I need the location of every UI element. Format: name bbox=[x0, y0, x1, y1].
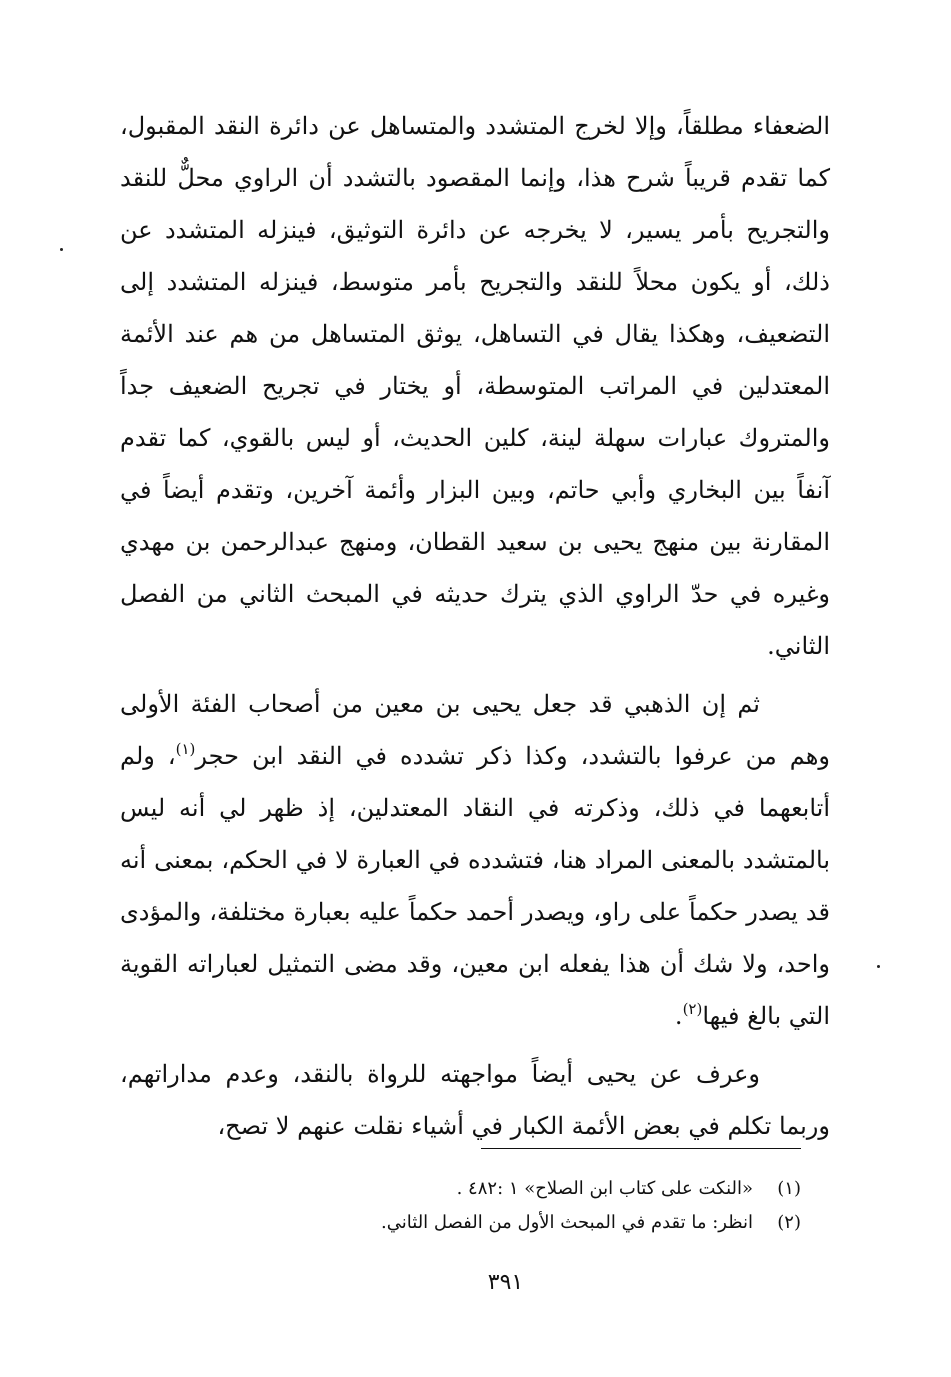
paragraph-2-text-a: ثم إن الذهبي قد جعل يحيى بن معين من أصحاب الفئة الأولى وهم من عرفوا بالتشدد، وكذا ذكر تشدده في النقد ابن حجر bbox=[120, 690, 831, 770]
paragraph-1-text: الضعفاء مطلقاً، وإلا لخرج المتشدد والمتساهل عن دائرة النقد المقبول، كما تقدم قريباً شرح هذا، وإنما المقصود بالتشدد أن الراوي محلٌّ للنقد والتجريح بأمر يسير، لا يخرجه عن دائرة التوثيق، فينزله المتشدد عن ذلك، أو يكون محلاً للنقد والتجريح بأمر متوسط، فينزله المتشدد إلى التضعيف، وهكذا يقال في التساهل، يوثق المتساهل من هم عند الأئمة المعتدلين في المراتب المتوسطة، أو يختار في تجريح الضعيف جداً والمتروك عبارات سهلة لينة، كلين الحديث، أو ليس بالقوي، كما تقدم آنفاً بين البخاري وأبي حاتم، وبين البزار وأئمة آخرين، وتقدم أيضاً في المقارنة بين منهج يحيى بن سعيد القطان، ومنهج عبدالرحمن بن مهدي وغيره في حدّ الراوي الذي يترك حديثه في المبحث الثاني من الفصل الثاني. bbox=[120, 112, 830, 660]
main-text bbox=[120, 100, 830, 1152]
scan-speck-2 bbox=[877, 965, 880, 968]
footnote-2-number: (٢) bbox=[777, 1212, 801, 1233]
paragraph-1 bbox=[120, 100, 830, 672]
footnote-ref-2[interactable]: (٢) bbox=[682, 1000, 703, 1018]
footnote-ref-1[interactable]: (١) bbox=[175, 740, 196, 758]
paragraph-2 bbox=[120, 678, 830, 1042]
footnotes bbox=[150, 1172, 801, 1240]
paragraph-2-text-b: ، ولم أتابعهما في ذلك، وذكرته في النقاد المعتدلين، إذ ظهر لي أنه ليس بالمتشدد بالمعنى المراد هنا، فتشدده في العبارة لا في الحكم، بمعنى أنه قد يصدر حكماً على راو، ويصدر أحمد حكماً عليه بعبارة مختلفة، والمؤدى واحد، ولا شك أن هذا يفعله ابن معين، وقد مضى التمثيل لعباراته القوية التي بالغ فيها bbox=[120, 742, 831, 1030]
footnote-2-text: انظر: ما تقدم في المبحث الأول من الفصل الثاني. bbox=[381, 1212, 753, 1233]
footnote-1 bbox=[150, 1172, 801, 1206]
page-number: ٣٩١ bbox=[487, 1270, 524, 1295]
paragraph-2-text-c: . bbox=[674, 1002, 683, 1030]
footnote-divider bbox=[481, 1148, 801, 1149]
scan-speck-1 bbox=[60, 248, 63, 251]
paragraph-3 bbox=[120, 1048, 830, 1152]
footnote-1-number: (١) bbox=[777, 1178, 801, 1199]
paragraph-3-text: وعرف عن يحيى أيضاً مواجهته للرواة بالنقد، وعدم مداراتهم، وربما تكلم في بعض الأئمة الكبار في أشياء نقلت عنهم لا تصح، bbox=[120, 1060, 830, 1140]
footnote-1-text: «النكت على كتاب ابن الصلاح» ١ :٤٨٢ . bbox=[456, 1178, 753, 1199]
footnote-2 bbox=[150, 1206, 801, 1240]
